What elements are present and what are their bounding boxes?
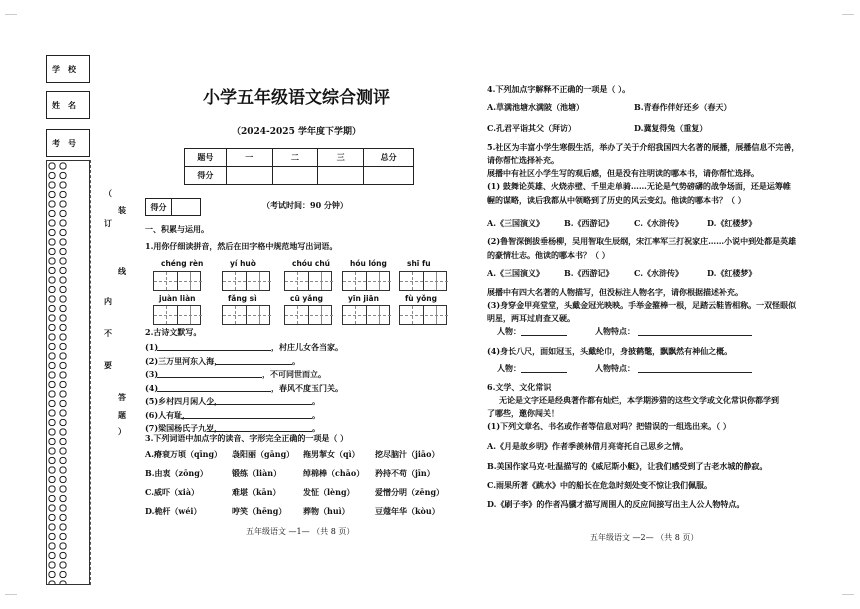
poem-prefix: (4) (145, 382, 159, 393)
question-4: 4.下列加点字解释不正确的一项是（ ）。 (487, 84, 631, 94)
q5-3-intro: 展播中有四大名著的人物描写，但没标注人物名字，请你根据描述补充。 (487, 287, 743, 297)
pinyin-label: fù yǒng (405, 294, 437, 303)
q4-option: B.青春作伴好还乡（春天） (634, 102, 732, 112)
table-row (185, 149, 414, 167)
school-label-box (46, 55, 90, 83)
page1-footer: 五年级语文 —1— （共 8 页） (246, 527, 355, 536)
score-cell[interactable] (318, 167, 364, 185)
poem-prefix: (3) (145, 369, 159, 379)
trait-answer-line[interactable] (638, 372, 752, 373)
q5-option: A.《三国演义》 (487, 218, 544, 228)
question-6-1: (1)下列文章名、书名或作者等信息对吗？把错误的一组选出来。（ ） (487, 421, 731, 431)
q3-option-cell: 绰棉棒（chāo） (303, 468, 365, 478)
page1-subtitle: （2024-2025 学年度下学期） (232, 127, 361, 137)
trait-label: 人物特点： (595, 326, 635, 336)
poem-answer-line[interactable] (222, 431, 310, 432)
q5-option: C.《水浒传》 (634, 218, 684, 228)
poem-prefix: (2)三万里河东入海， (145, 355, 223, 366)
q4-option: A.草满池塘水满陂（池塘） (487, 102, 584, 112)
q3-option-cell: 锻练（liàn） (232, 468, 282, 478)
q5-4-line: (4)身长八尺，面如冠玉，头戴纶巾，身披鹤氅，飘飘然有神仙之概。 (487, 346, 733, 356)
writing-grid-box[interactable] (153, 305, 201, 325)
score-cell: 三 (318, 149, 364, 167)
q3-option-cell: A.瘠衰万顷（qīng） (145, 449, 223, 459)
score-box-label: 得分 (146, 199, 172, 215)
person-answer-line[interactable] (521, 372, 567, 373)
q3-option-cell: C.威吓（xià） (145, 487, 200, 497)
poem-tail: ，春风不度玉门关。 (271, 382, 343, 393)
trait-answer-line[interactable] (638, 335, 752, 336)
q5-2-line: (2)鲁智深倒拔垂杨柳，吴用智取生辰纲，宋江率军三打祝家庄……小说中到处都是英雄 (487, 236, 797, 246)
writing-grid-box[interactable] (222, 271, 270, 291)
score-cell: 一 (226, 149, 272, 167)
section-score-box (145, 198, 201, 216)
q5-option: D.《红楼梦》 (707, 218, 757, 228)
q5-2-line: 的豪情壮志。他读的哪本书？（ ） (487, 250, 610, 260)
q3-option-cell: 爱憎分明（zēng） (375, 487, 445, 497)
writing-grid-box[interactable] (284, 305, 332, 325)
pinyin-label: juàn liàn (159, 294, 196, 303)
q6-option: C.雨果所著《跳水》中的船长在危急时刻处变不惊让我们佩服。 (487, 480, 713, 490)
q3-option-cell: 袅阳丽（gāng） (232, 449, 295, 459)
seal-char: 内 (104, 296, 112, 306)
writing-grid-box[interactable] (153, 271, 201, 291)
exam-no-label-box (46, 129, 90, 157)
q5-option: B.《西游记》 (564, 218, 614, 228)
q5-intro-line: 幄的谋略，读后我都从中领略到了历史的风云变幻。他读的哪本书？（ ） (487, 195, 746, 205)
score-cell: 二 (272, 149, 318, 167)
q5-option: D.《红楼梦》 (707, 268, 757, 278)
q6-intro-line: 了哪些，邀你闯关！ (487, 408, 559, 418)
binding-cut-line (90, 160, 98, 585)
score-cell: 题号 (185, 149, 227, 167)
score-cell[interactable] (364, 167, 414, 185)
q5-3-line: 明星，两耳过肩查又硬。 (487, 313, 575, 323)
table-row (185, 167, 414, 185)
poem-tail: ，不可同世而立。 (262, 369, 326, 379)
question-6: 6.文学、文化常识 (487, 382, 552, 392)
poem-answer-line[interactable] (157, 377, 262, 378)
score-cell: 总分 (364, 149, 414, 167)
score-cell[interactable] (226, 167, 272, 185)
q5-3-line: (3)身穿金甲亮堂堂，头戴金冠光映映。手举金箍棒一根，足踏云鞋皆相称。一双怪眼似 (487, 300, 797, 310)
q6-intro-line: 无论是文字还是经典著作都有灿烂，本学期涉猎的这些文学或文化常识你都学到 (499, 395, 779, 405)
q3-option-cell: 挖尽脑汁（jiāo） (375, 449, 440, 459)
q3-option-cell: B.由衷（zōng） (145, 468, 208, 478)
poem-tail: ，村庄儿女各当家。 (271, 342, 343, 352)
poem-tail: 。 (312, 409, 320, 420)
question-1: 1.用你仔细读拼音，然后在田字格中规范地写出词语。 (145, 241, 338, 251)
poem-tail: 。 (312, 396, 320, 406)
q5-intro-line: 请你帮忙选择补充。 (487, 155, 559, 165)
writing-grid-box[interactable] (222, 305, 270, 325)
scan-mark (842, 594, 854, 595)
q3-option-cell: 矜持不苟（jīn） (375, 468, 435, 478)
q5-intro-line: 展播中有社区小学生写的观后感，但是没有注明读的哪本书，请你帮忙选择。 (487, 168, 759, 178)
poem-answer-line[interactable] (157, 391, 271, 392)
writing-grid-box[interactable] (342, 271, 390, 291)
poem-tail: 。 (312, 423, 320, 433)
q4-option: C.孔君平诣其父（拜访） (487, 123, 577, 133)
seal-char: 不 (104, 328, 112, 338)
pinyin-label: yí huò (230, 259, 256, 268)
score-cell[interactable] (272, 167, 318, 185)
score-cell: 得分 (185, 167, 227, 185)
q5-intro-line: (1) 鼓舞论英雄、火烧赤壁、千里走单骑……无论是气势磅礴的战争场面，还是运筹帷 (487, 181, 791, 191)
poem-answer-line[interactable] (222, 418, 310, 419)
seal-char: 线 (118, 266, 126, 276)
q5-option: A.《三国演义》 (487, 268, 544, 278)
q6-option: B.美国作家马克·吐温描写的《威尼斯小艇》，让我们感受到了古老水城的静寂。 (487, 461, 768, 471)
exam-time: （考试时间：90 分钟） (262, 200, 348, 210)
scan-mark (5, 594, 17, 595)
q5-option: C.《水浒传》 (634, 268, 684, 278)
pinyin-label: hóu lóng (350, 259, 387, 268)
q5-intro-line: 5.社区为丰富小学生寒假生活，举办了关于介绍我国四大名著的展播，展播信息不完善， (487, 142, 800, 152)
score-table (184, 148, 414, 185)
seal-char: 答 (118, 392, 126, 402)
person-label: 人物： (497, 363, 521, 373)
school-label: 学校 (52, 63, 84, 74)
seal-char: ） (118, 426, 126, 436)
poem-answer-line[interactable] (222, 404, 310, 405)
page1-title: 小学五年级语文综合测评 (203, 88, 390, 108)
q3-option-cell: D.桅杆（wéi） (145, 506, 202, 516)
poem-prefix: (6)人有耻， (145, 409, 191, 420)
seal-char: （ (104, 188, 112, 198)
writing-grid-box[interactable] (284, 271, 332, 291)
exam-no-label: 考号 (52, 137, 84, 148)
seal-char: 题 (118, 410, 126, 420)
seal-char: 订 (104, 218, 112, 228)
question-2: 2.古诗文默写。 (145, 327, 202, 337)
q6-option: D.《刷子李》的作者冯骥才描写周围人的反应间接写出主人公人物特点。 (487, 499, 745, 509)
pinyin-label: cū yǎng (290, 294, 324, 303)
pinyin-label: chóu chú (292, 259, 331, 268)
writing-grid-box[interactable] (342, 305, 390, 325)
poem-answer-line[interactable] (157, 350, 271, 351)
poem-prefix: (1) (145, 342, 159, 352)
pinyin-label: chéng rèn (161, 259, 204, 268)
pinyin-label: yīn jiān (348, 294, 379, 303)
q3-option-cell: 哼笑（hēng） (232, 506, 287, 516)
page2-footer: 五年级语文 —2— （共 8 页） (590, 533, 699, 542)
seal-char: 要 (104, 360, 112, 370)
q5-option: B.《西游记》 (564, 268, 614, 278)
q3-option-cell: 豆蔻年华（kòu） (375, 506, 440, 516)
poem-answer-line[interactable] (215, 364, 292, 365)
poem-prefix: (5)乡村四月闲人少， (145, 396, 223, 406)
pinyin-label: shī fu (407, 259, 431, 268)
q3-option-cell: 难堪（kān） (232, 487, 281, 497)
person-label: 人物： (497, 326, 521, 336)
q6-option: A.《月是故乡明》作者季羡林借月亮寄托自己思乡之情。 (487, 441, 688, 451)
question-3: 3.下列词语中加点字的读音、字形完全正确的一项是（ ） (145, 433, 349, 443)
section1-heading: 一、积累与运用。 (145, 224, 209, 234)
poem-prefix: (7)梁国杨氏子九岁， (145, 423, 223, 433)
seal-char: 装 (118, 205, 126, 215)
q3-option-cell: 拖男挈女（qì） (303, 449, 360, 459)
writing-grid-box[interactable] (399, 271, 447, 291)
binding-hole-strip (46, 160, 90, 585)
q4-option: D.冀复得兔（重复） (634, 123, 708, 133)
person-answer-line[interactable] (521, 335, 567, 336)
scan-mark (5, 14, 17, 15)
name-label-box (46, 91, 90, 119)
trait-label: 人物特点： (595, 363, 635, 373)
poem-tail: 。 (292, 355, 300, 366)
pinyin-label: fǎng sì (228, 294, 257, 303)
writing-grid-box[interactable] (399, 305, 447, 325)
q3-option-cell: 发怔（lèng） (303, 487, 355, 497)
scan-mark (842, 14, 854, 15)
name-label: 姓名 (52, 99, 84, 110)
q3-option-cell: 葬物（huì） (303, 506, 350, 516)
